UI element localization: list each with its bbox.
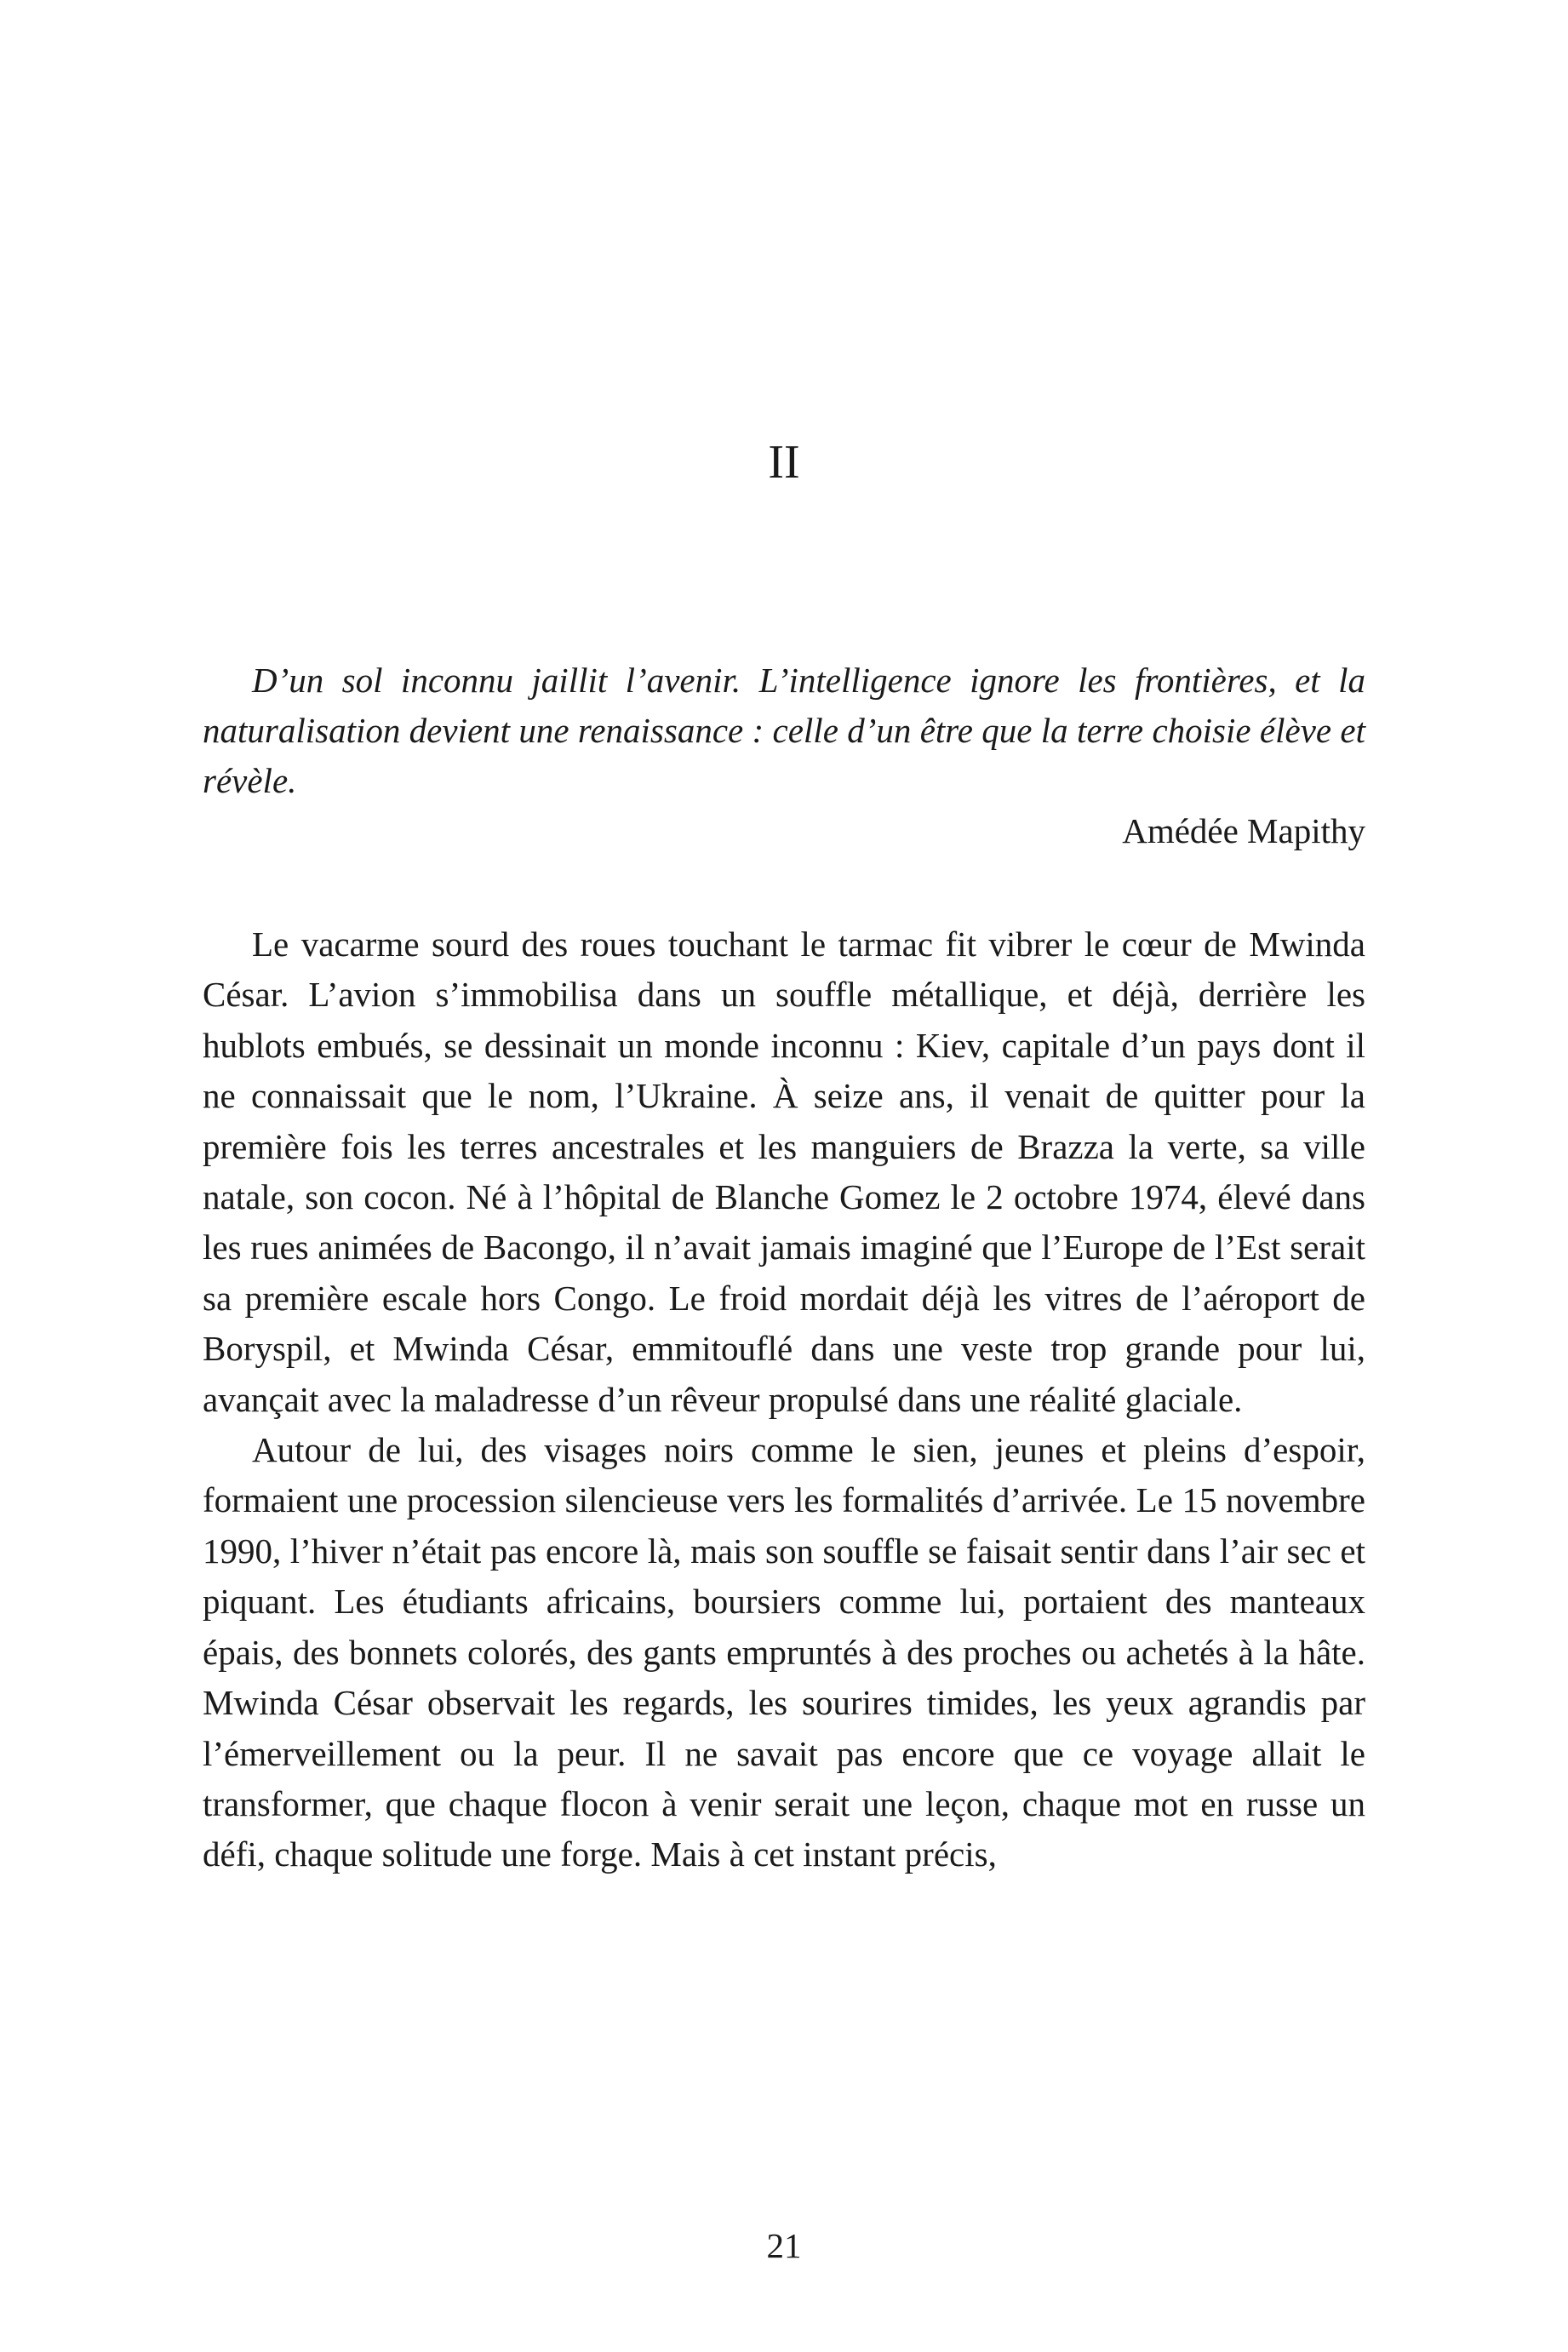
epigraph [203,655,1365,856]
body-text [203,919,1365,1880]
paragraph: Autour de lui, des visages noirs comme le sien, jeunes et pleins d’espoir, formaient une procession silencieuse vers les formalités d’arrivée. Le 15 novembre 1990, l’hiver n’était pas encore là, mais son souffle se faisait sentir dans l’air sec et piquant. Les étudiants africains, boursiers comme lui, portaient des manteaux épais, des bonnets colorés, des gants empruntés à des proches ou achetés à la hâte. Mwinda César observait les regards, les sourires timides, les yeux agrandis par l’émerveillement ou la peur. Il ne savait pas encore que ce voyage allait le transformer, que chaque flocon à venir serait une leçon, chaque mot en russe un défi, chaque solitude une forge. Mais à cet instant précis, [203,1430,1365,1874]
epigraph-author: Amédée Mapithy [1122,811,1365,850]
page-number: 21 [766,2226,802,2265]
paragraph: Le vacarme sourd des roues touchant le tarmac fit vibrer le cœur de Mwinda César. L’avion s’immobilisa dans un souffle métallique, et déjà, derrière les hublots embués, se dessinait un monde inconnu : Kiev, capitale d’un pays dont il ne connaissait que le nom, l’Ukraine. À seize ans, il venait de quitter pour la première fois les terres ancestrales et les manguiers de Brazza la verte, sa ville natale, son cocon. Né à l’hôpital de Blanche Gomez le 2 octobre 1974, élevé dans les rues animées de Bacongo, il n’avait jamais imaginé que l’Europe de l’Est serait sa première escale hors Congo. Le froid mordait déjà les vitres de l’aéroport de Boryspil, et Mwinda César, emmitouflé dans une veste trop grande pour lui, avançait avec la maladresse d’un rêveur propulsé dans une réalité glaciale. [203,924,1365,1419]
chapter-number: II [768,436,800,489]
epigraph-text: D’un sol inconnu jaillit l’avenir. L’intelligence ignore les frontières, et la naturalisation devient une renaissance : celle d’un être que la terre choisie élève et révèle. [203,661,1365,800]
